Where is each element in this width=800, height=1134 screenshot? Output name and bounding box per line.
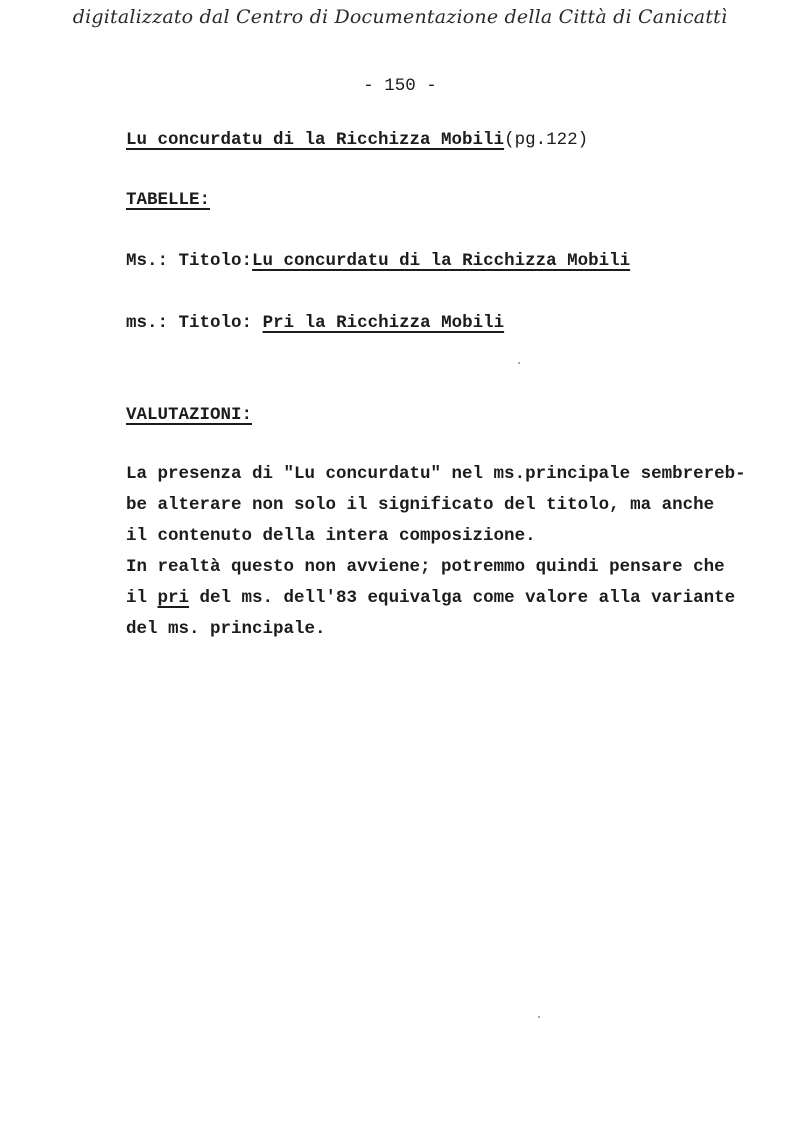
digitization-watermark: digitalizzato dal Centro di Documentazione della Città di Canicattì xyxy=(72,6,728,28)
tabelle-label: TABELLE: xyxy=(126,190,211,210)
valutazioni-line-3: il contenuto della intera composizione. xyxy=(126,526,536,546)
manuscript-label: ms.: xyxy=(126,313,169,333)
valutazioni-label: VALUTAZIONI: xyxy=(126,405,253,425)
valutazioni-line-1: La presenza di "Lu concurdatu" nel ms.principale sembrereb- xyxy=(126,464,746,484)
line-5-start: il xyxy=(126,588,158,608)
manuscript-label: Ms.: xyxy=(126,251,169,271)
underlined-word: pri xyxy=(157,588,190,608)
tabelle-row-secondary xyxy=(126,315,504,333)
titolo-value: Pri la Ricchizza Mobili xyxy=(262,313,505,333)
heading-page-reference: (pg.122) xyxy=(504,130,589,150)
valutazioni-line-6: del ms. principale. xyxy=(126,619,326,639)
heading-title: Lu concurdatu di la Ricchizza Mobili xyxy=(126,130,505,150)
valutazioni-line-5 xyxy=(126,590,735,608)
titolo-label: Titolo: xyxy=(178,251,253,271)
titolo-label: Titolo: xyxy=(178,313,253,333)
valutazioni-line-4: In realtà questo non avviene; potremmo quindi pensare che xyxy=(126,557,725,577)
tabelle-row-principal xyxy=(126,253,630,271)
document-heading xyxy=(126,132,588,150)
page-number: - 150 - xyxy=(363,76,437,96)
paper-speck xyxy=(518,362,520,364)
titolo-value: Lu concurdatu di la Ricchizza Mobili xyxy=(252,251,631,271)
paper-speck xyxy=(538,1016,540,1018)
valutazioni-line-2: be alterare non solo il significato del titolo, ma anche xyxy=(126,495,715,515)
line-5-end: del ms. dell'83 equivalga come valore alla variante xyxy=(189,588,736,608)
